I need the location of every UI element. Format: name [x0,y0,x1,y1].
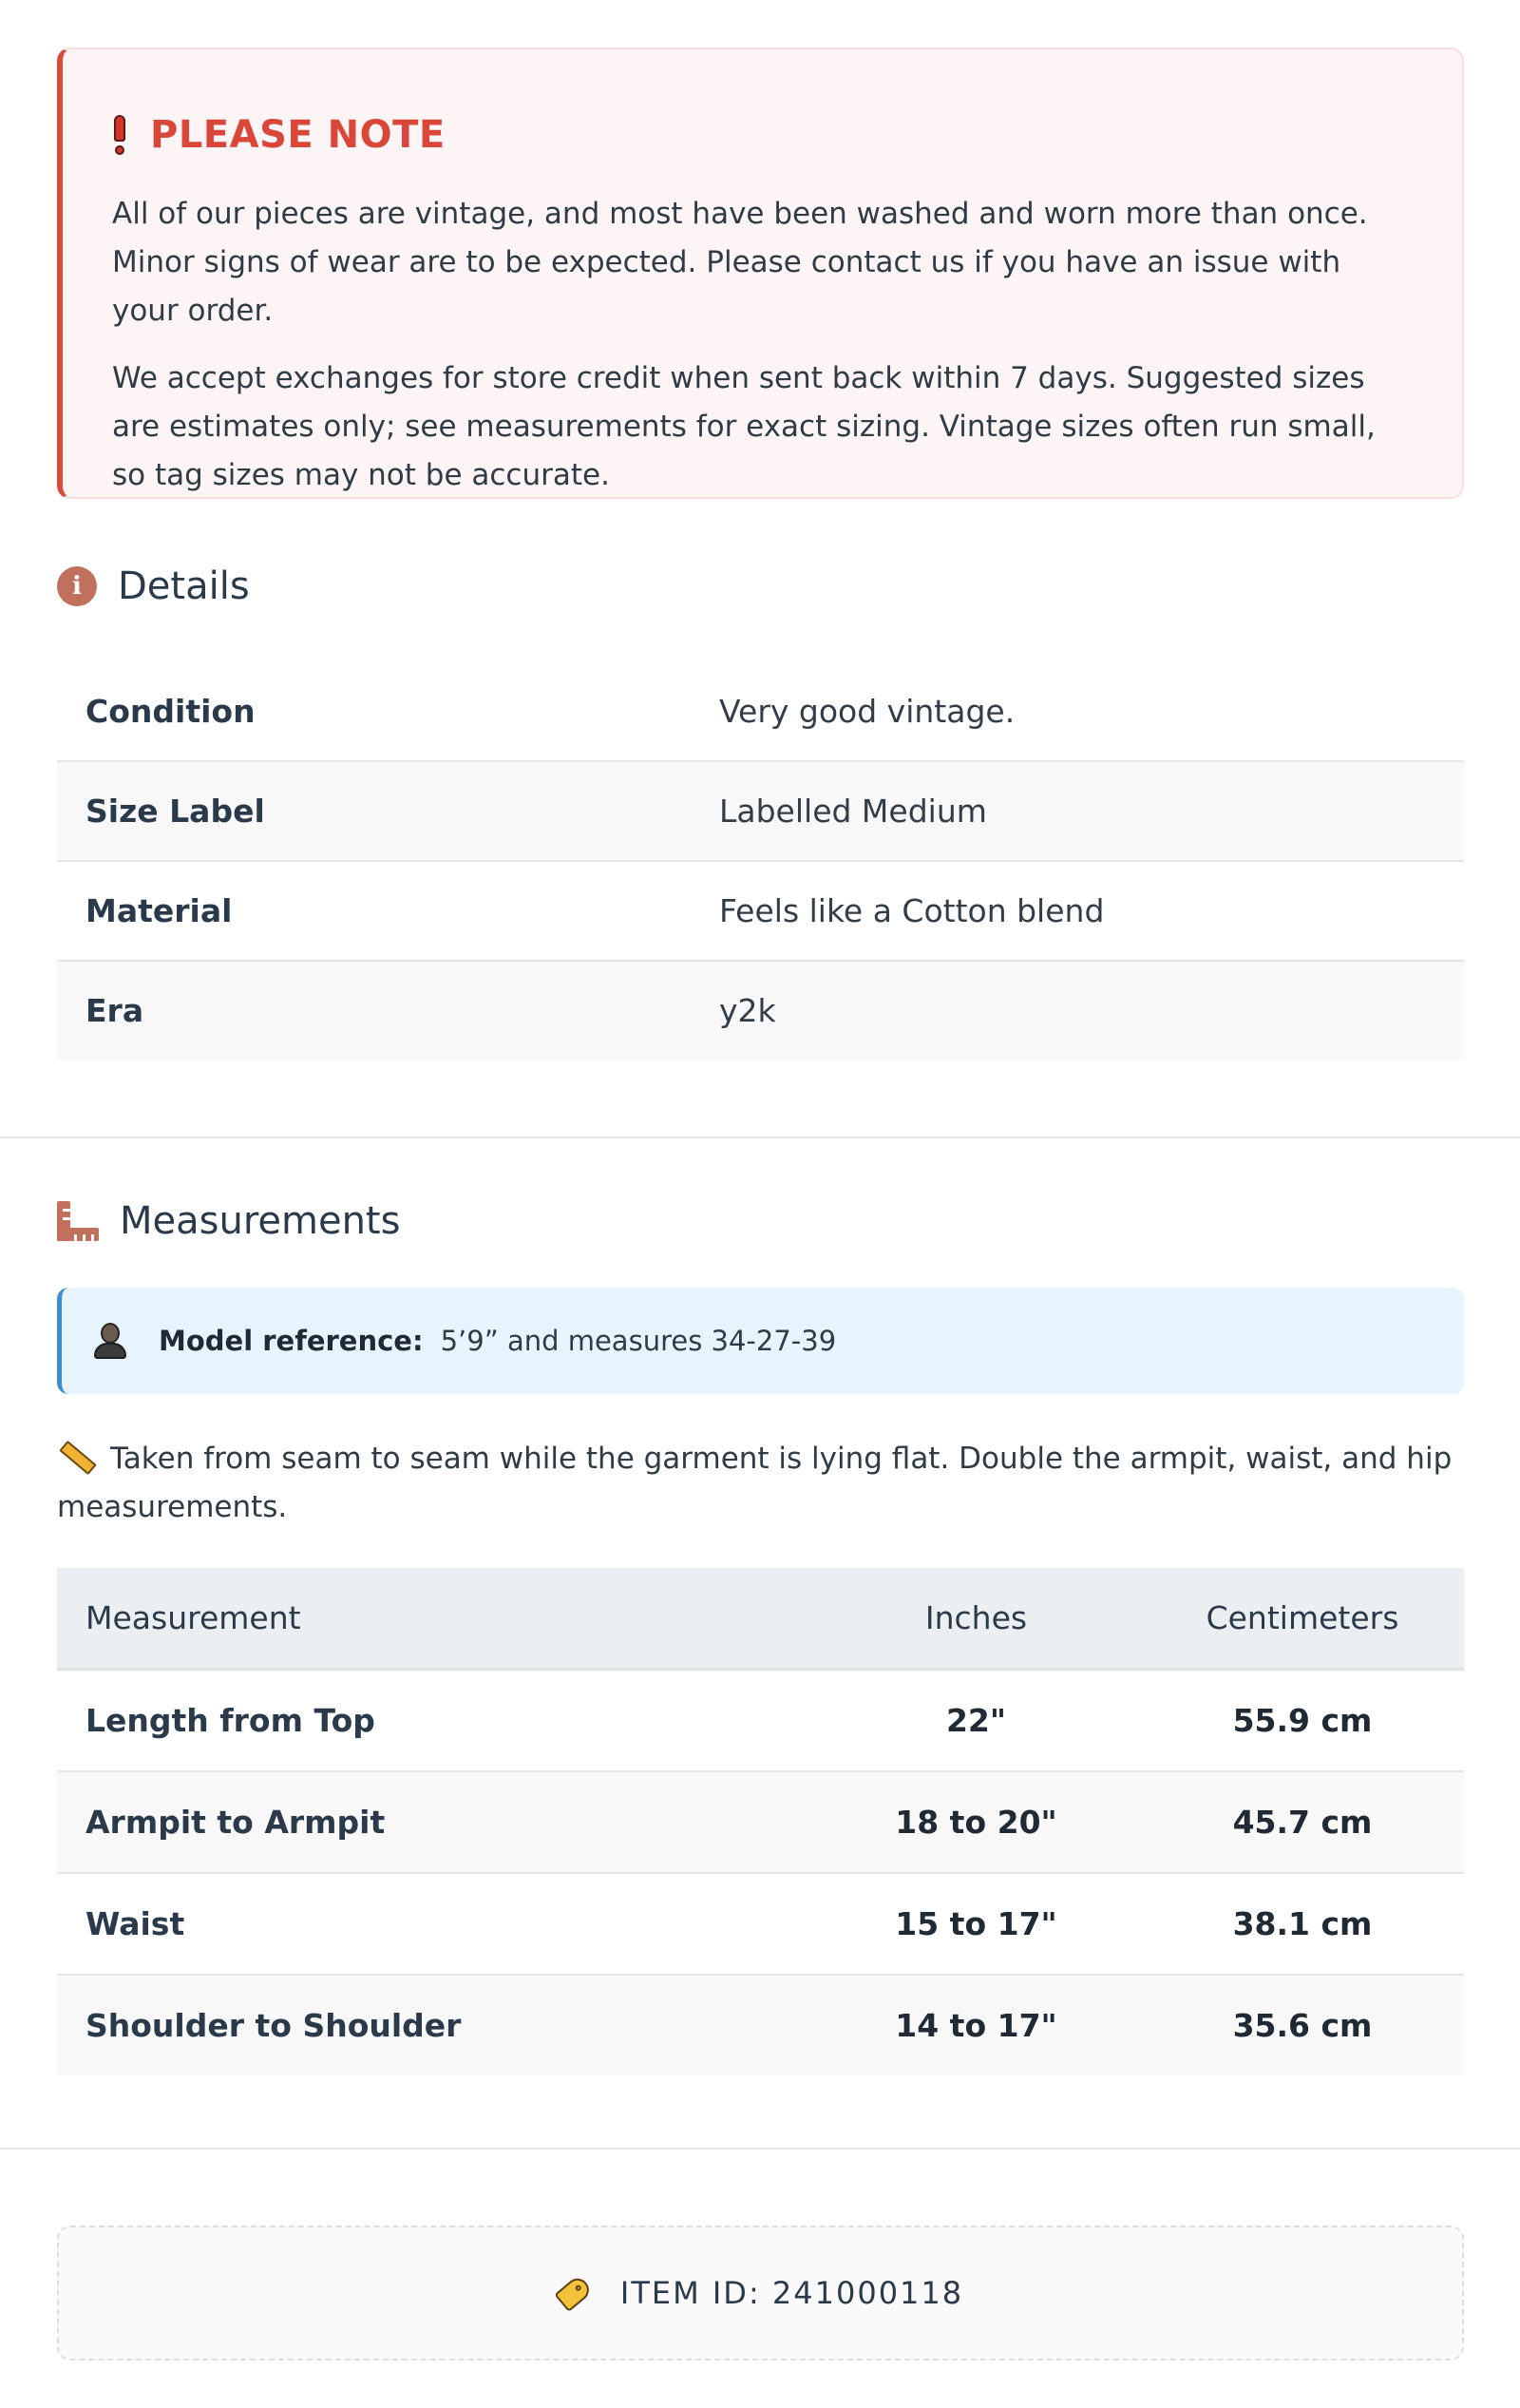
table-row [57,1670,1464,1772]
section-divider [0,2148,1520,2150]
details-table [57,662,1464,1060]
notice-box [57,48,1464,499]
measurement-inches: 15 to 17" [811,1873,1141,1975]
notice-header [112,106,1413,163]
ruler-icon [57,1201,99,1241]
measurement-inches: 18 to 20" [811,1771,1141,1873]
measurement-name: Length from Top [57,1670,811,1772]
measurements-table-wrap [57,1568,1464,2075]
detail-label: Condition [57,662,691,761]
detail-label: Material [57,861,691,961]
detail-value: Feels like a Cotton blend [691,861,1464,961]
table-header-row [57,1568,1464,1670]
model-reference-value: 5’9” and measures 34-27-39 [440,1325,837,1357]
pencil-icon [59,1440,97,1474]
table-row [57,861,1464,961]
measurement-name: Shoulder to Shoulder [57,1975,811,2075]
detail-value: Very good vintage. [691,662,1464,761]
measurement-inches: 22" [811,1670,1141,1772]
exclamation-icon [112,115,127,155]
model-reference-box [57,1288,1464,1394]
table-row [57,1771,1464,1873]
table-row [57,662,1464,761]
measurement-note-text: Taken from seam to seam while the garment is lying flat. Double the armpit, waist, and hip measurements. [57,1442,1453,1524]
person-icon [94,1323,126,1359]
measurements-title: Measurements [120,1199,401,1243]
detail-label: Era [57,961,691,1060]
measurement-note [57,1435,1464,1532]
details-title: Details [118,564,250,608]
measurement-cm: 45.7 cm [1141,1771,1464,1873]
model-reference-label: Model reference: [159,1325,424,1357]
tag-icon [554,2274,593,2312]
table-row [57,761,1464,861]
measurement-cm: 55.9 cm [1141,1670,1464,1772]
measurement-name: Armpit to Armpit [57,1771,811,1873]
measurements-table [57,1568,1464,2075]
column-header-inches: Inches [811,1568,1141,1670]
notice-paragraph-2: We accept exchanges for store credit when sent back within 7 days. Suggested sizes are estimates only; see measurements for exact sizing. Vintage sizes often run small, so tag sizes may not be accurate. [112,361,1376,492]
details-heading [57,558,1464,615]
measurement-inches: 14 to 17" [811,1975,1141,2075]
details-table-wrap [57,662,1464,1060]
detail-value: Labelled Medium [691,761,1464,861]
section-divider [0,1137,1520,1138]
info-icon: i [57,566,97,606]
detail-label: Size Label [57,761,691,861]
measurement-name: Waist [57,1873,811,1975]
table-row [57,1975,1464,2075]
item-id-label: ITEM ID: 241000118 [619,2275,964,2311]
notice-paragraph-1: All of our pieces are vintage, and most have been washed and worn more than once. Minor signs of wear are to be expected. Please contact us if you have an issue with your order. [112,197,1368,328]
measurements-heading [57,1193,1464,1250]
column-header-measurement: Measurement [57,1568,811,1670]
measurement-cm: 38.1 cm [1141,1873,1464,1975]
table-row [57,961,1464,1060]
measurement-cm: 35.6 cm [1141,1975,1464,2075]
detail-value: y2k [691,961,1464,1060]
column-header-centimeters: Centimeters [1141,1568,1464,1670]
item-id-box [57,2226,1464,2360]
table-row [57,1873,1464,1975]
notice-title: PLEASE NOTE [150,113,446,157]
